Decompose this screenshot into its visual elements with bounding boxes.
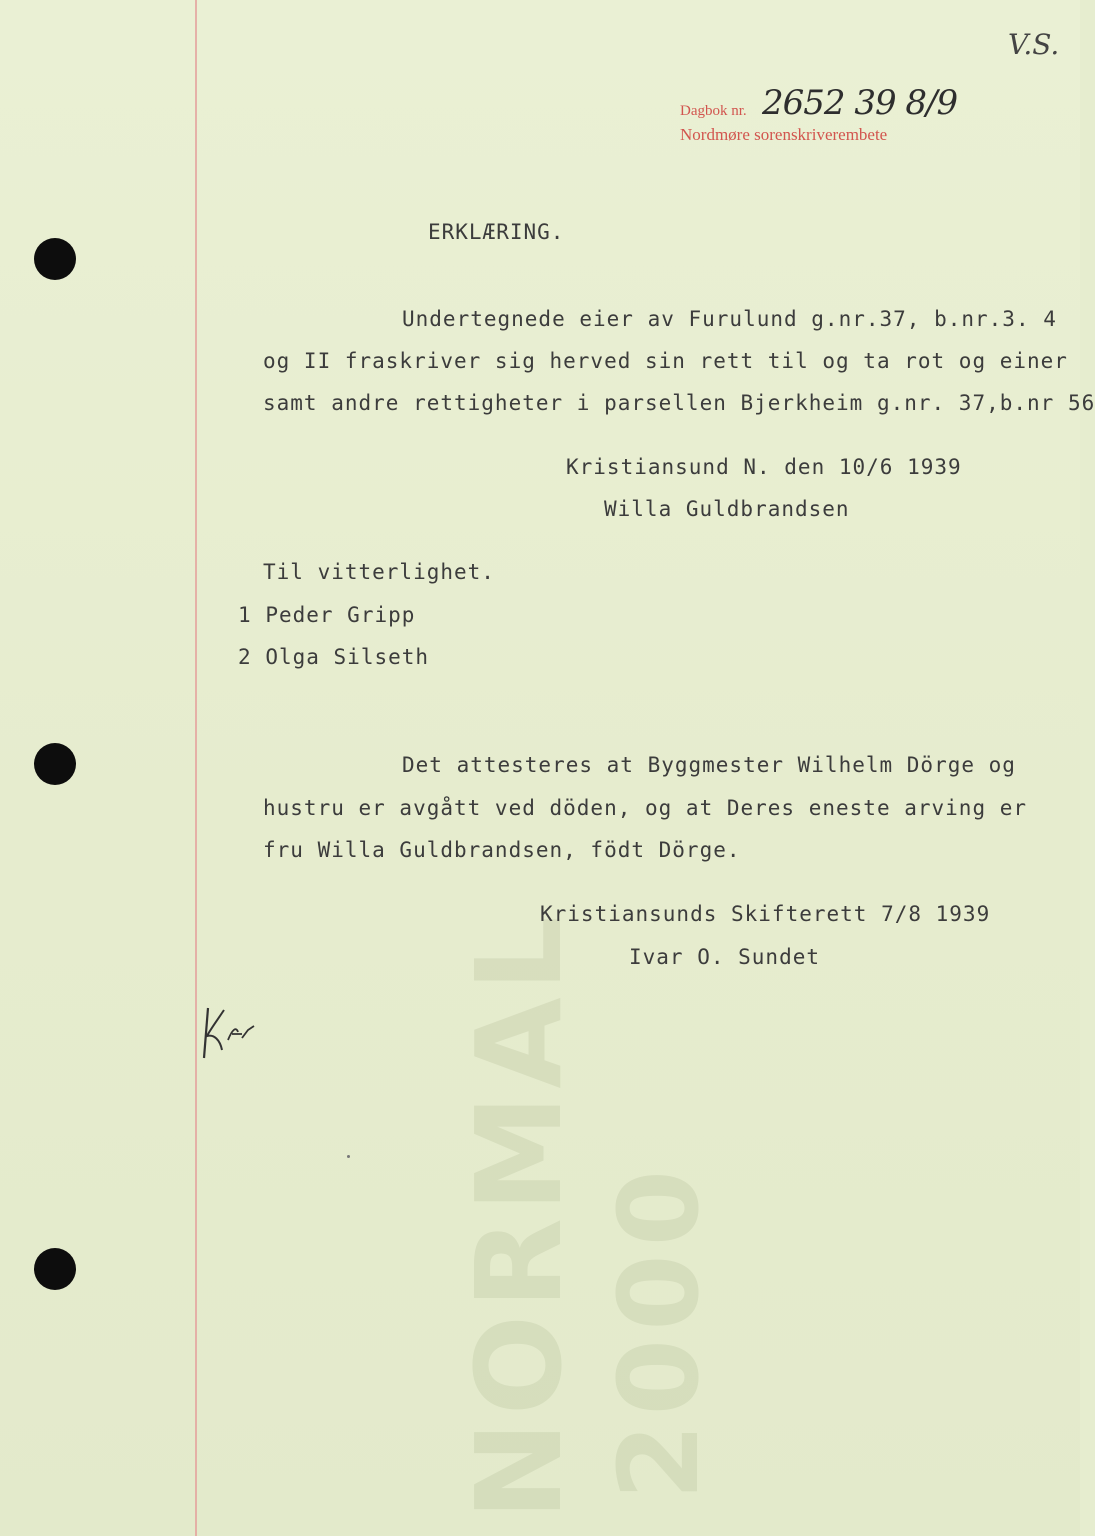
- paragraph-line: samt andre rettigheter i parsellen Bjerkheim g.nr. 37,b.nr 56: [263, 391, 1095, 415]
- witness-row: [238, 603, 415, 627]
- ink-dot: [347, 1155, 350, 1158]
- watermark-text: 2000: [595, 1161, 723, 1500]
- witness-name: Olga Silseth: [265, 645, 430, 669]
- witness-name: Peder Gripp: [265, 603, 416, 627]
- margin-line: [195, 0, 197, 1536]
- witness-heading: Til vitterlighet.: [263, 560, 495, 584]
- document-title: ERKLÆRING.: [428, 220, 565, 244]
- paragraph-line: hustru er avgått ved döden, og at Deres eneste arving er: [263, 796, 1028, 820]
- paragraph-line: og II fraskriver sig herved sin rett til og ta rot og einer: [263, 349, 1068, 373]
- witness-number: 2: [238, 645, 252, 669]
- paragraph-line: fru Willa Guldbrandsen, födt Dörge.: [263, 838, 741, 862]
- place-date: Kristiansund N. den 10/6 1939: [566, 455, 962, 479]
- witness-row: [238, 645, 429, 669]
- stamp-prefix: Dagbok nr.: [680, 103, 747, 119]
- paragraph-line: Det attesteres at Byggmester Wilhelm Dörge og: [402, 753, 1016, 777]
- witness-number: 1: [238, 603, 252, 627]
- punch-hole: [34, 238, 76, 280]
- signer-name: Ivar O. Sundet: [629, 945, 821, 969]
- signer-name: Willa Guldbrandsen: [604, 497, 850, 521]
- punch-hole: [34, 743, 76, 785]
- stamp-handwritten-number: 2652 39 8/9: [762, 83, 958, 123]
- top-initials: V.S.: [1008, 28, 1060, 61]
- stamp-office: Nordmøre sorenskriverembete: [680, 125, 888, 144]
- watermark-text: NORMAL: [450, 910, 588, 1520]
- punch-hole: [34, 1248, 76, 1290]
- margin-initials-signature: [198, 1000, 258, 1060]
- paragraph-line: Undertegnede eier av Furulund g.nr.37, b.nr.3. 4: [402, 307, 1057, 331]
- place-date: Kristiansunds Skifterett 7/8 1939: [540, 902, 991, 926]
